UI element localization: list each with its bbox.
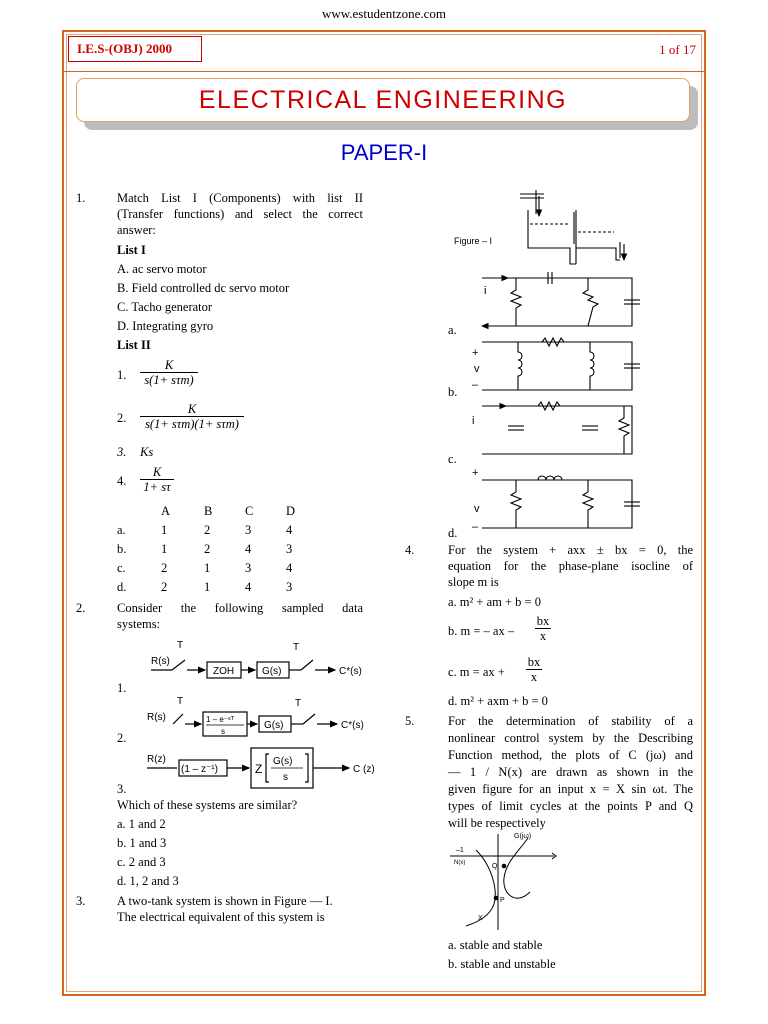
question-text-line: For the determination of stability of a <box>448 714 693 728</box>
minus-sign: – <box>472 521 479 533</box>
point-q <box>502 864 506 868</box>
table-cell: 4 <box>245 580 252 594</box>
paper-label: PAPER-I <box>340 140 428 165</box>
tank-2 <box>576 210 620 264</box>
exam-code-label: I.E.S-(OBJ) 2000 <box>68 36 202 62</box>
tf-numerator: K <box>187 402 197 416</box>
describing-function-plot <box>448 832 558 932</box>
table-cell: 1 <box>161 523 168 537</box>
question-text-line: nonlinear control system by the Describing <box>448 731 693 745</box>
option-fraction <box>535 614 551 643</box>
z-operator: Z <box>255 762 263 776</box>
table-cell: 4 <box>286 523 293 537</box>
tf-denominator: s(1+ sτm) <box>140 372 198 387</box>
list-2-number: 3. <box>117 445 127 459</box>
answer-option[interactable]: b. 1 and 3 <box>117 836 167 850</box>
two-tank-figure <box>454 190 624 264</box>
table-cell: 3 <box>245 561 252 575</box>
question-text-line: Consider the following sampled data <box>117 601 363 615</box>
input-label: R(s) <box>151 656 170 667</box>
title-banner <box>76 78 690 122</box>
page-title: ELECTRICAL ENGINEERING <box>198 86 568 114</box>
question-text-line: A two-tank system is shown in Figure — I. <box>117 894 333 908</box>
hold-numerator: 1 – e⁻ˢᵀ <box>206 715 235 724</box>
table-header: D <box>286 504 296 518</box>
circuit-option-a <box>482 272 640 326</box>
table-header: C <box>245 504 254 518</box>
tf-numerator: K <box>164 358 174 372</box>
signal-label: i <box>472 415 475 427</box>
question-text-line: — 1 / N(x) are drawn as shown in the <box>448 765 693 779</box>
minus-sign: – <box>472 379 479 391</box>
table-cell: 4 <box>286 561 293 575</box>
table-cell: 2 <box>161 580 168 594</box>
question-prompt: Which of these systems are similar? <box>117 798 298 812</box>
transfer-function-3: Ks <box>140 445 154 459</box>
table-cell: 1 <box>161 542 168 556</box>
output-label: C*(s) <box>341 720 364 731</box>
circuit-option-label[interactable]: c. <box>448 452 457 466</box>
option-label: c. <box>117 561 126 575</box>
table-cell: 1 <box>204 580 211 594</box>
sampler-label: T <box>177 640 184 651</box>
x-label: X <box>478 915 483 922</box>
g-jw-curve <box>504 838 530 898</box>
transfer-function-1 <box>140 358 198 387</box>
question-text-line: The electrical equivalent of this system is <box>117 910 325 924</box>
question-text-line: Match List I (Components) with list II <box>117 191 363 205</box>
page-count: 1 of 17 <box>659 42 696 57</box>
question-text-line: Function method, the plots of C (jω) and <box>448 748 693 762</box>
list-1-item: B. Field controlled dc servo motor <box>117 281 290 295</box>
answer-option[interactable]: a. m² + am + b = 0 <box>448 595 541 609</box>
transfer-function-2 <box>140 402 244 431</box>
zoh-label: ZOH <box>213 666 235 677</box>
list-2-number: 1. <box>117 368 127 382</box>
question-text-line: slope m is <box>448 575 499 589</box>
input-label: R(s) <box>147 712 166 723</box>
list-1-item: A. ac servo motor <box>117 262 207 276</box>
plant-label: G(s) <box>264 720 284 731</box>
question-number: 4. <box>405 543 415 557</box>
z-numerator: G(s) <box>273 756 293 767</box>
two-tank-figures <box>448 186 652 534</box>
sampler-switch <box>301 660 313 670</box>
fraction-numerator: bx <box>536 614 550 628</box>
option-text: b. m = – ax – <box>448 624 515 638</box>
answer-option[interactable]: a. stable and stable <box>448 938 543 952</box>
question-text-line: For the system + axx ± bx = 0, the <box>448 543 693 557</box>
sampled-data-diagrams <box>117 636 387 796</box>
question-number: 5. <box>405 714 415 728</box>
list-2-number: 2. <box>117 411 127 425</box>
p-label: P <box>500 897 505 904</box>
answer-option[interactable]: c. 2 and 3 <box>117 855 166 869</box>
question-text-line: (Transfer functions) and select the correct <box>117 207 363 221</box>
diagram-1 <box>151 640 362 678</box>
option-fraction <box>526 655 542 684</box>
diagram-3 <box>147 748 375 788</box>
option-label: a. <box>117 523 126 537</box>
figure-caption: Figure – I <box>454 236 493 246</box>
question-number: 2. <box>76 601 86 615</box>
g-jw-label: G(jω) <box>514 833 532 840</box>
table-header: B <box>204 504 213 518</box>
table-cell: 3 <box>245 523 252 537</box>
question-text-line: types of limit cycles at the points P and Q <box>448 799 693 813</box>
fraction-denominator: x <box>535 628 551 643</box>
figure-number: 3. <box>117 782 127 796</box>
answer-option[interactable]: d. 1, 2 and 3 <box>117 874 179 888</box>
fraction-denominator: x <box>526 669 542 684</box>
question-text-line: equation for the phase-plane isocline of <box>448 559 693 573</box>
plus-sign: + <box>472 467 479 479</box>
tf-denominator: 1+ sτ <box>140 479 174 494</box>
signal-label: i <box>484 285 487 297</box>
plus-sign: + <box>472 347 479 359</box>
answer-option[interactable]: a. 1 and 2 <box>117 817 166 831</box>
table-cell: 2 <box>204 523 211 537</box>
list-1-item: C. Tacho generator <box>117 300 213 314</box>
tf-numerator: K <box>152 465 162 479</box>
table-cell: 2 <box>161 561 168 575</box>
fraction-numerator: bx <box>527 655 541 669</box>
question-number: 3. <box>76 894 86 908</box>
sampler-label: T <box>293 642 300 653</box>
question-text-line: systems: <box>117 617 161 631</box>
circuit-option-d <box>472 467 640 533</box>
z-denominator: s <box>283 772 288 783</box>
circuit-option-label[interactable]: b. <box>448 385 458 399</box>
table-cell: 3 <box>286 580 293 594</box>
output-label: C (z) <box>353 764 375 775</box>
option-text: c. m = ax + <box>448 665 505 679</box>
circuit-option-c <box>472 402 632 454</box>
nx-label: N(x) <box>454 860 466 866</box>
signal-label: v <box>474 503 480 515</box>
point-p <box>494 896 498 900</box>
figure-number: 1. <box>117 681 127 695</box>
tank-1 <box>528 210 576 264</box>
answer-option[interactable]: d. m² + axm + b = 0 <box>448 694 548 708</box>
table-cell: 4 <box>245 542 252 556</box>
list-1-heading: List I <box>117 243 146 257</box>
tf-denominator: s(1+ sτm)(1+ sτm) <box>140 416 244 431</box>
sampler-switch <box>303 714 315 724</box>
question-text-line: will be respectively <box>448 816 546 830</box>
site-url[interactable]: www.estudentzone.com <box>321 6 447 21</box>
table-cell: 2 <box>204 542 211 556</box>
circuit-option-label[interactable]: d. <box>448 526 458 540</box>
sampler-switch <box>173 714 183 724</box>
answer-option[interactable]: b. stable and unstable <box>448 957 556 971</box>
minus-one-label: –1 <box>456 847 464 854</box>
option-label: b. <box>117 542 127 556</box>
sampler-label: T <box>295 698 302 709</box>
header-divider <box>63 71 705 72</box>
hold-denominator: s <box>221 727 225 736</box>
question-text-line: given figure for an input x = X sin ωt. The <box>448 782 693 796</box>
circuit-option-label[interactable]: a. <box>448 323 457 337</box>
circuit-option-b <box>472 338 640 391</box>
sampler-switch <box>172 660 185 670</box>
table-cell: 1 <box>204 561 211 575</box>
table-cell: 3 <box>286 542 293 556</box>
option-label: d. <box>117 580 127 594</box>
input-label: R(z) <box>147 754 166 765</box>
signal-label: v <box>474 363 480 375</box>
list-2-number: 4. <box>117 474 127 488</box>
zinv-label: (1 – z⁻¹) <box>181 764 218 775</box>
question-text-line: answer: <box>117 223 156 237</box>
list-1-item: D. Integrating gyro <box>117 319 214 333</box>
output-label: C*(s) <box>339 666 362 677</box>
list-2-heading: List II <box>117 338 151 352</box>
plant-label: G(s) <box>262 666 282 677</box>
diagram-2 <box>147 696 364 736</box>
figure-number: 2. <box>117 731 127 745</box>
question-number: 1. <box>76 191 86 205</box>
sampler-label: T <box>177 696 184 707</box>
q-label: Q <box>492 863 498 870</box>
transfer-function-4 <box>140 465 174 494</box>
table-header: A <box>161 504 171 518</box>
